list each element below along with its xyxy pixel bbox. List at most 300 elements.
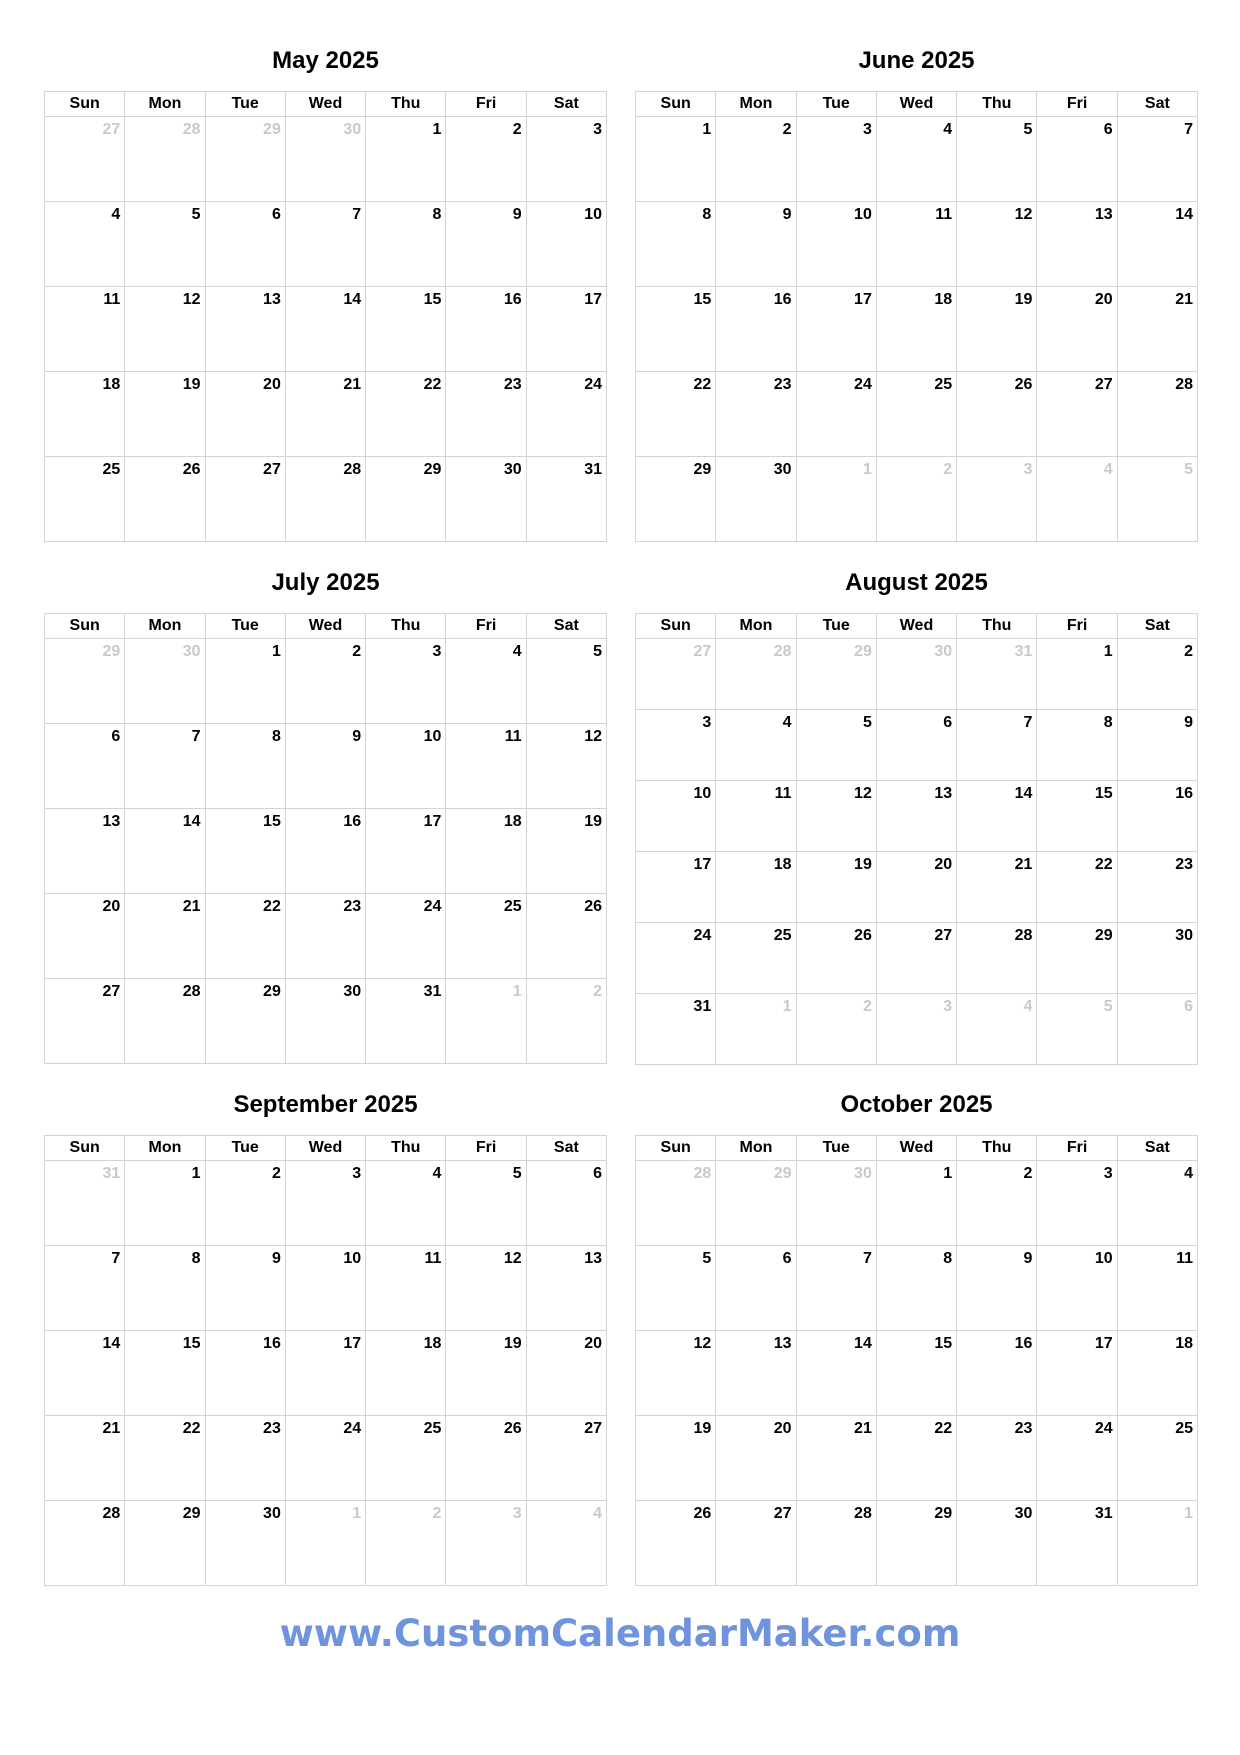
day-cell-other-month: 28: [125, 117, 205, 202]
day-cell: 9: [446, 202, 526, 287]
day-cell: 15: [125, 1331, 205, 1416]
day-cell: 31: [636, 994, 716, 1065]
day-cell: 18: [366, 1331, 446, 1416]
day-cell: 16: [1117, 781, 1197, 852]
day-cell-other-month: 2: [876, 457, 956, 542]
day-cell-other-month: 4: [957, 994, 1037, 1065]
day-cell: 10: [796, 202, 876, 287]
month-july-2025: [44, 558, 607, 1064]
weekday-header-sun: Sun: [45, 92, 125, 117]
calendar-grid: [635, 91, 1198, 542]
day-cell: 7: [1117, 117, 1197, 202]
day-cell: 7: [45, 1246, 125, 1331]
day-cell: 28: [125, 979, 205, 1064]
day-cell-other-month: 28: [716, 639, 796, 710]
day-cell-other-month: 29: [205, 117, 285, 202]
week-row: [636, 1501, 1198, 1586]
weekday-header-wed: Wed: [876, 1136, 956, 1161]
day-cell-other-month: 29: [45, 639, 125, 724]
weekday-header-row: [636, 92, 1198, 117]
day-cell: 14: [1117, 202, 1197, 287]
day-cell: 16: [716, 287, 796, 372]
week-row: [636, 781, 1198, 852]
weekday-header-sat: Sat: [526, 92, 606, 117]
day-cell: 16: [957, 1331, 1037, 1416]
day-cell: 24: [796, 372, 876, 457]
day-cell: 21: [45, 1416, 125, 1501]
week-row: [636, 1331, 1198, 1416]
weekday-header-fri: Fri: [1037, 1136, 1117, 1161]
day-cell: 1: [125, 1161, 205, 1246]
day-cell: 31: [526, 457, 606, 542]
weekday-header-tue: Tue: [205, 1136, 285, 1161]
day-cell: 28: [45, 1501, 125, 1586]
week-row: [45, 809, 607, 894]
month-title: June 2025: [858, 47, 975, 74]
day-cell: 3: [526, 117, 606, 202]
week-row: [45, 979, 607, 1064]
day-cell: 4: [45, 202, 125, 287]
day-cell: 20: [876, 852, 956, 923]
day-cell: 30: [285, 979, 365, 1064]
day-cell: 26: [125, 457, 205, 542]
weekday-header-mon: Mon: [125, 92, 205, 117]
weekday-header-mon: Mon: [125, 614, 205, 639]
week-row: [45, 1501, 607, 1586]
day-cell-other-month: 1: [285, 1501, 365, 1586]
day-cell: 5: [125, 202, 205, 287]
weekday-header-tue: Tue: [205, 614, 285, 639]
day-cell: 12: [526, 724, 606, 809]
weekday-header-sun: Sun: [636, 614, 716, 639]
week-row: [45, 639, 607, 724]
day-cell: 4: [446, 639, 526, 724]
weekday-header-wed: Wed: [285, 1136, 365, 1161]
week-row: [636, 1416, 1198, 1501]
week-row: [45, 457, 607, 542]
day-cell: 6: [876, 710, 956, 781]
week-row: [45, 202, 607, 287]
day-cell: 3: [366, 639, 446, 724]
day-cell: 15: [876, 1331, 956, 1416]
calendar-grid: [635, 613, 1198, 1065]
week-row: [45, 117, 607, 202]
day-cell: 8: [876, 1246, 956, 1331]
month-title: October 2025: [840, 1091, 993, 1118]
day-cell: 1: [876, 1161, 956, 1246]
day-cell: 12: [796, 781, 876, 852]
day-cell: 7: [796, 1246, 876, 1331]
day-cell: 27: [526, 1416, 606, 1501]
weekday-header-fri: Fri: [446, 92, 526, 117]
day-cell: 2: [446, 117, 526, 202]
calendar-grid: [44, 1135, 607, 1586]
day-cell: 15: [1037, 781, 1117, 852]
day-cell-other-month: 2: [526, 979, 606, 1064]
weekday-header-tue: Tue: [205, 92, 285, 117]
week-row: [45, 372, 607, 457]
day-cell: 25: [45, 457, 125, 542]
week-row: [45, 1416, 607, 1501]
day-cell: 11: [876, 202, 956, 287]
weekday-header-sun: Sun: [636, 92, 716, 117]
week-row: [636, 1246, 1198, 1331]
day-cell: 18: [446, 809, 526, 894]
day-cell: 1: [1037, 639, 1117, 710]
day-cell: 30: [716, 457, 796, 542]
week-row: [45, 1161, 607, 1246]
day-cell-other-month: 27: [636, 639, 716, 710]
day-cell: 28: [957, 923, 1037, 994]
day-cell: 12: [636, 1331, 716, 1416]
day-cell: 27: [45, 979, 125, 1064]
weekday-header-wed: Wed: [876, 92, 956, 117]
day-cell: 10: [526, 202, 606, 287]
day-cell-other-month: 30: [876, 639, 956, 710]
month-title: August 2025: [845, 569, 988, 596]
weekday-header-row: [45, 614, 607, 639]
weekday-header-sat: Sat: [1117, 92, 1197, 117]
day-cell: 23: [716, 372, 796, 457]
day-cell: 13: [1037, 202, 1117, 287]
weekday-header-mon: Mon: [716, 614, 796, 639]
day-cell: 20: [45, 894, 125, 979]
week-row: [636, 372, 1198, 457]
day-cell: 29: [366, 457, 446, 542]
day-cell: 23: [285, 894, 365, 979]
day-cell: 10: [366, 724, 446, 809]
day-cell: 17: [526, 287, 606, 372]
day-cell: 26: [446, 1416, 526, 1501]
day-cell: 7: [285, 202, 365, 287]
day-cell: 24: [636, 923, 716, 994]
weekday-header-tue: Tue: [796, 92, 876, 117]
week-row: [636, 994, 1198, 1065]
day-cell: 2: [716, 117, 796, 202]
day-cell: 15: [636, 287, 716, 372]
day-cell: 29: [636, 457, 716, 542]
day-cell: 14: [125, 809, 205, 894]
day-cell: 17: [796, 287, 876, 372]
day-cell: 9: [716, 202, 796, 287]
day-cell: 25: [876, 372, 956, 457]
day-cell: 16: [205, 1331, 285, 1416]
day-cell-other-month: 30: [285, 117, 365, 202]
month-june-2025: [635, 36, 1198, 542]
day-cell: 5: [446, 1161, 526, 1246]
day-cell: 18: [45, 372, 125, 457]
day-cell: 10: [1037, 1246, 1117, 1331]
day-cell: 3: [285, 1161, 365, 1246]
day-cell: 2: [957, 1161, 1037, 1246]
day-cell: 25: [366, 1416, 446, 1501]
day-cell-other-month: 1: [716, 994, 796, 1065]
day-cell-other-month: 31: [45, 1161, 125, 1246]
week-row: [636, 852, 1198, 923]
day-cell: 15: [205, 809, 285, 894]
weekday-header-mon: Mon: [716, 92, 796, 117]
weekday-header-sat: Sat: [526, 1136, 606, 1161]
weekday-header-tue: Tue: [796, 1136, 876, 1161]
day-cell-other-month: 31: [957, 639, 1037, 710]
day-cell: 20: [716, 1416, 796, 1501]
day-cell: 28: [285, 457, 365, 542]
weekday-header-mon: Mon: [125, 1136, 205, 1161]
weekday-header-wed: Wed: [285, 92, 365, 117]
day-cell: 2: [205, 1161, 285, 1246]
weekday-header-fri: Fri: [1037, 92, 1117, 117]
day-cell: 16: [285, 809, 365, 894]
weekday-header-thu: Thu: [366, 1136, 446, 1161]
weekday-header-row: [45, 1136, 607, 1161]
week-row: [45, 724, 607, 809]
day-cell-other-month: 2: [366, 1501, 446, 1586]
weekday-header-thu: Thu: [957, 92, 1037, 117]
day-cell-other-month: 29: [796, 639, 876, 710]
day-cell: 19: [125, 372, 205, 457]
weekday-header-fri: Fri: [446, 614, 526, 639]
day-cell: 27: [205, 457, 285, 542]
weekday-header-row: [45, 92, 607, 117]
day-cell: 14: [285, 287, 365, 372]
day-cell: 21: [957, 852, 1037, 923]
day-cell: 28: [1117, 372, 1197, 457]
day-cell: 25: [446, 894, 526, 979]
day-cell: 6: [45, 724, 125, 809]
month-august-2025: [635, 558, 1198, 1065]
day-cell: 17: [636, 852, 716, 923]
day-cell: 6: [526, 1161, 606, 1246]
day-cell: 9: [205, 1246, 285, 1331]
weekday-header-wed: Wed: [876, 614, 956, 639]
day-cell: 9: [1117, 710, 1197, 781]
day-cell: 12: [125, 287, 205, 372]
weekday-header-tue: Tue: [796, 614, 876, 639]
day-cell: 14: [796, 1331, 876, 1416]
day-cell: 3: [1037, 1161, 1117, 1246]
day-cell: 25: [1117, 1416, 1197, 1501]
day-cell-other-month: 30: [796, 1161, 876, 1246]
day-cell: 26: [526, 894, 606, 979]
day-cell: 29: [876, 1501, 956, 1586]
weekday-header-thu: Thu: [366, 614, 446, 639]
day-cell: 21: [1117, 287, 1197, 372]
day-cell: 23: [446, 372, 526, 457]
calendar-grid: [635, 1135, 1198, 1586]
day-cell: 21: [796, 1416, 876, 1501]
month-title: July 2025: [271, 569, 380, 596]
day-cell: 8: [1037, 710, 1117, 781]
day-cell: 31: [1037, 1501, 1117, 1586]
day-cell: 22: [125, 1416, 205, 1501]
day-cell: 9: [285, 724, 365, 809]
day-cell: 7: [125, 724, 205, 809]
day-cell: 1: [366, 117, 446, 202]
day-cell: 17: [366, 809, 446, 894]
day-cell: 20: [526, 1331, 606, 1416]
day-cell: 21: [285, 372, 365, 457]
week-row: [45, 1331, 607, 1416]
day-cell: 29: [125, 1501, 205, 1586]
day-cell: 4: [366, 1161, 446, 1246]
day-cell: 31: [366, 979, 446, 1064]
day-cell-other-month: 1: [446, 979, 526, 1064]
week-row: [636, 117, 1198, 202]
weekday-header-mon: Mon: [716, 1136, 796, 1161]
day-cell-other-month: 6: [1117, 994, 1197, 1065]
day-cell: 11: [1117, 1246, 1197, 1331]
weekday-header-sun: Sun: [636, 1136, 716, 1161]
day-cell: 8: [125, 1246, 205, 1331]
day-cell: 18: [876, 287, 956, 372]
day-cell: 18: [716, 852, 796, 923]
day-cell: 19: [796, 852, 876, 923]
week-row: [636, 1161, 1198, 1246]
weekday-header-sat: Sat: [1117, 614, 1197, 639]
day-cell-other-month: 3: [876, 994, 956, 1065]
day-cell: 22: [205, 894, 285, 979]
day-cell: 11: [45, 287, 125, 372]
day-cell: 19: [526, 809, 606, 894]
day-cell: 11: [366, 1246, 446, 1331]
week-row: [636, 457, 1198, 542]
day-cell-other-month: 4: [1037, 457, 1117, 542]
day-cell: 22: [636, 372, 716, 457]
day-cell: 18: [1117, 1331, 1197, 1416]
day-cell: 3: [796, 117, 876, 202]
day-cell: 13: [45, 809, 125, 894]
day-cell: 30: [957, 1501, 1037, 1586]
day-cell: 24: [285, 1416, 365, 1501]
day-cell: 13: [876, 781, 956, 852]
day-cell-other-month: 5: [1037, 994, 1117, 1065]
day-cell: 20: [1037, 287, 1117, 372]
day-cell: 26: [636, 1501, 716, 1586]
day-cell: 17: [1037, 1331, 1117, 1416]
weekday-header-row: [636, 1136, 1198, 1161]
day-cell: 11: [446, 724, 526, 809]
day-cell: 29: [205, 979, 285, 1064]
day-cell: 24: [1037, 1416, 1117, 1501]
day-cell-other-month: 5: [1117, 457, 1197, 542]
month-title: September 2025: [233, 1091, 418, 1118]
day-cell: 11: [716, 781, 796, 852]
day-cell: 8: [205, 724, 285, 809]
day-cell-other-month: 29: [716, 1161, 796, 1246]
day-cell: 20: [205, 372, 285, 457]
week-row: [636, 202, 1198, 287]
day-cell: 14: [957, 781, 1037, 852]
day-cell-other-month: 3: [446, 1501, 526, 1586]
day-cell-other-month: 28: [636, 1161, 716, 1246]
day-cell: 28: [796, 1501, 876, 1586]
week-row: [636, 923, 1198, 994]
day-cell: 21: [125, 894, 205, 979]
day-cell: 6: [1037, 117, 1117, 202]
day-cell: 13: [205, 287, 285, 372]
calendar-grid: [44, 613, 607, 1064]
day-cell: 2: [1117, 639, 1197, 710]
day-cell: 10: [285, 1246, 365, 1331]
weekday-header-sun: Sun: [45, 1136, 125, 1161]
month-september-2025: [44, 1080, 607, 1586]
day-cell: 5: [636, 1246, 716, 1331]
weekday-header-fri: Fri: [446, 1136, 526, 1161]
day-cell: 13: [716, 1331, 796, 1416]
weekday-header-fri: Fri: [1037, 614, 1117, 639]
week-row: [45, 1246, 607, 1331]
day-cell: 22: [876, 1416, 956, 1501]
week-row: [636, 287, 1198, 372]
weekday-header-row: [636, 614, 1198, 639]
day-cell: 4: [1117, 1161, 1197, 1246]
calendar-grid: [44, 91, 607, 542]
day-cell: 23: [205, 1416, 285, 1501]
day-cell: 29: [1037, 923, 1117, 994]
day-cell: 5: [526, 639, 606, 724]
day-cell: 3: [636, 710, 716, 781]
day-cell: 23: [1117, 852, 1197, 923]
day-cell: 1: [636, 117, 716, 202]
day-cell: 16: [446, 287, 526, 372]
day-cell: 24: [366, 894, 446, 979]
day-cell: 19: [957, 287, 1037, 372]
weekday-header-sun: Sun: [45, 614, 125, 639]
day-cell: 22: [366, 372, 446, 457]
day-cell: 2: [285, 639, 365, 724]
day-cell: 5: [957, 117, 1037, 202]
month-may-2025: [44, 36, 607, 542]
day-cell: 12: [446, 1246, 526, 1331]
weekday-header-sat: Sat: [526, 614, 606, 639]
day-cell: 7: [957, 710, 1037, 781]
day-cell: 1: [205, 639, 285, 724]
month-title: May 2025: [272, 47, 379, 74]
week-row: [636, 710, 1198, 781]
day-cell: 24: [526, 372, 606, 457]
day-cell: 8: [636, 202, 716, 287]
day-cell: 19: [636, 1416, 716, 1501]
day-cell: 30: [205, 1501, 285, 1586]
day-cell: 14: [45, 1331, 125, 1416]
day-cell: 27: [1037, 372, 1117, 457]
day-cell: 26: [957, 372, 1037, 457]
day-cell-other-month: 2: [796, 994, 876, 1065]
day-cell-other-month: 27: [45, 117, 125, 202]
day-cell: 30: [446, 457, 526, 542]
weekday-header-thu: Thu: [957, 1136, 1037, 1161]
day-cell-other-month: 4: [526, 1501, 606, 1586]
day-cell: 13: [526, 1246, 606, 1331]
week-row: [45, 287, 607, 372]
weekday-header-sat: Sat: [1117, 1136, 1197, 1161]
day-cell: 8: [366, 202, 446, 287]
day-cell: 6: [716, 1246, 796, 1331]
day-cell: 17: [285, 1331, 365, 1416]
day-cell: 26: [796, 923, 876, 994]
day-cell: 22: [1037, 852, 1117, 923]
day-cell-other-month: 3: [957, 457, 1037, 542]
day-cell: 27: [876, 923, 956, 994]
day-cell: 12: [957, 202, 1037, 287]
day-cell-other-month: 1: [1117, 1501, 1197, 1586]
day-cell: 23: [957, 1416, 1037, 1501]
day-cell: 5: [796, 710, 876, 781]
day-cell: 15: [366, 287, 446, 372]
week-row: [636, 639, 1198, 710]
weekday-header-thu: Thu: [957, 614, 1037, 639]
day-cell: 19: [446, 1331, 526, 1416]
